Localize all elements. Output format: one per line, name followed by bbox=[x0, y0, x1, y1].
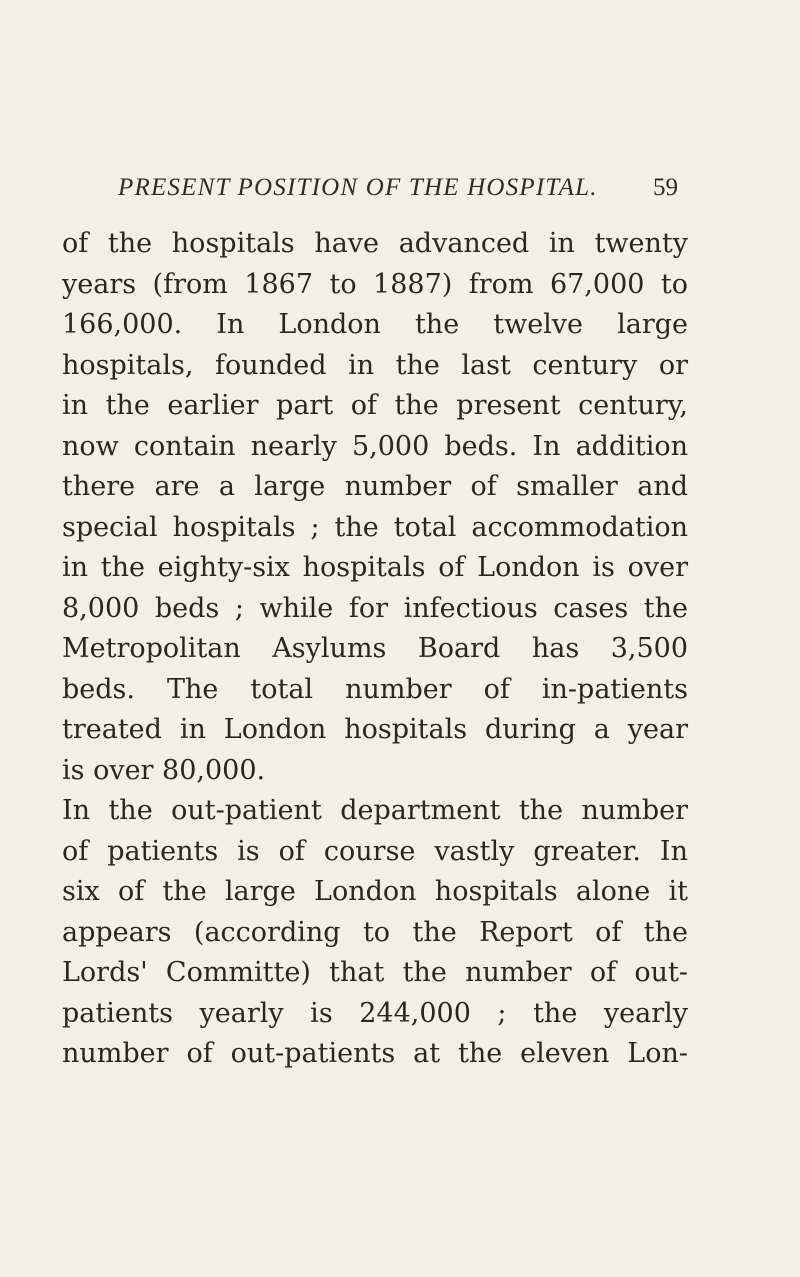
text-line: of the hospitals have advanced in twenty bbox=[62, 228, 688, 259]
text-line: hospitals, founded in the last century or bbox=[62, 349, 688, 381]
text-line: treated in London hospitals during a year bbox=[62, 714, 688, 745]
text-line: Lords' Committe) that the number of out- bbox=[62, 957, 688, 988]
text-line: there are a large number of smaller and bbox=[62, 471, 688, 502]
paragraph-start-line: In the out-patient department the number bbox=[62, 795, 688, 826]
text-line: patients yearly is 244,000 ; the yearly bbox=[62, 997, 688, 1029]
text-line: six of the large London hospitals alone it bbox=[62, 876, 688, 907]
text-line: now contain nearly 5,000 beds. In addition bbox=[62, 430, 688, 462]
page-number: 59 bbox=[653, 174, 678, 201]
text-line: 8,000 beds ; while for infectious cases the bbox=[62, 592, 688, 624]
text-line: in the earlier part of the present century, bbox=[62, 390, 688, 421]
body-text bbox=[62, 224, 688, 1075]
text-line: beds. The total number of in-patients bbox=[62, 673, 688, 705]
running-head-title: PRESENT POSITION OF THE HOSPITAL. bbox=[118, 174, 598, 201]
text-line: Metropolitan Asylums Board has 3,500 bbox=[62, 633, 688, 664]
text-line: appears (according to the Report of the bbox=[62, 916, 688, 948]
text-line: 166,000. In London the twelve large bbox=[62, 309, 688, 340]
text-line: of patients is of course vastly greater. In bbox=[62, 835, 688, 867]
text-line: years (from 1867 to 1887) from 67,000 to bbox=[62, 268, 688, 300]
running-head bbox=[118, 174, 678, 204]
paragraph-end-line: is over 80,000. bbox=[62, 754, 266, 786]
text-line: special hospitals ; the total accommodation bbox=[62, 511, 688, 543]
text-line: in the eighty-six hospitals of London is over bbox=[62, 552, 688, 583]
text-line: number of out-patients at the eleven Lon- bbox=[62, 1038, 688, 1069]
